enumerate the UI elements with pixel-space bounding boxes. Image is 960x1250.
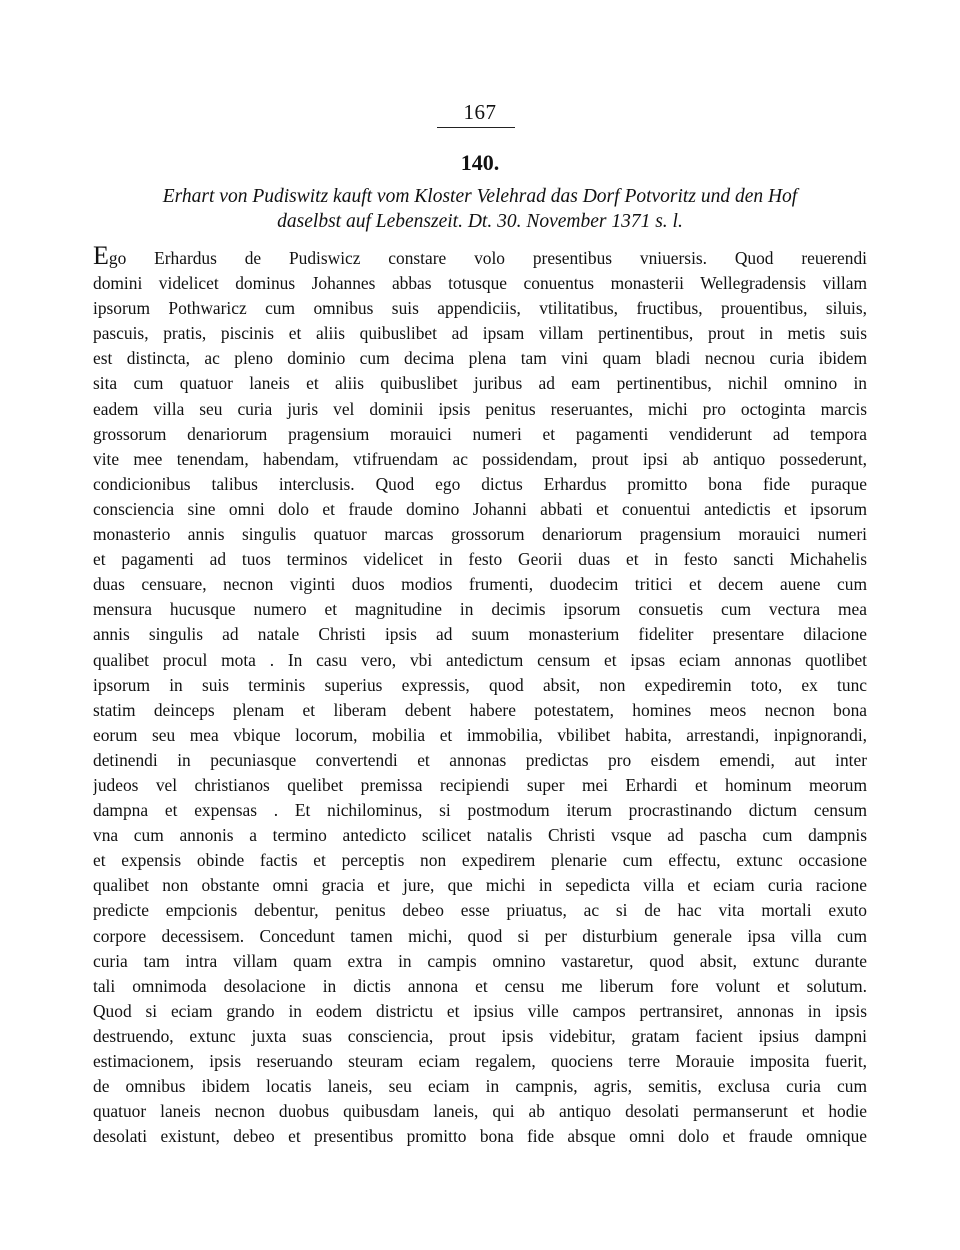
first-line-text: go Erhardus de Pudiswicz constare volo presentibus vniuersis. Quod reuerendi: [108, 248, 867, 268]
body-line: ipsorum Pothwaricz cum omnibus suis appendiciis, vtilitatibus, fructibus, prouentibus, siluis,: [93, 298, 867, 319]
body-line: desolati existunt, debeo et presentibus promitto bona fide absque omni dolo et fraude omnique: [93, 1126, 867, 1147]
title-line: Erhart von Pudiswitz kauft vom Kloster Velehrad das Dorf Potvoritz und den Hof: [162, 186, 798, 207]
body-line: quatuor laneis necnon duobus quibusdam laneis, qui ab antiquo desolati permanserunt et hodie: [93, 1101, 867, 1122]
body-line: qualibet non obstante omni gracia et jure, que michi in sepedicta villa et eciam curia racione: [93, 875, 867, 896]
body-line: est distincta, ac pleno dominio cum decima plena tam vini quam bladi necnou curia ibidem: [93, 348, 867, 369]
body-line: statim deinceps plenam et liberam debent habere potestatem, homines meos necnon bona: [93, 699, 867, 720]
body-line: et expensis obinde factis et perceptis non expedirem plenarie cum effectu, extunc occasione: [93, 850, 867, 871]
page-number-rule: [437, 127, 515, 128]
title-line: daselbst auf Lebenszeit. Dt. 30. November 1371 s. l.: [277, 211, 683, 232]
body-line: pascuis, pratis, piscinis et aliis quibuslibet ad ipsam villam pertinentibus, prout in metis suis: [93, 323, 867, 344]
body-line: vna cum annonis a termino antedicto scilicet natalis Christi vsque ad pascha cum dampnis: [93, 825, 867, 846]
body-line: predicte empcionis debentur, penitus debeo esse priuatus, ac si de hac vita mortali exuto: [93, 900, 867, 921]
body-line: vite mee tenendam, habendam, vtifruendam ac possidendam, prout ipsi ab antiquo possederunt,: [93, 448, 867, 469]
initial-letter: E: [93, 246, 109, 270]
body-line: ipsorum in suis terminis superius expressis, quod absit, non expediremin toto, ex tunc: [93, 674, 867, 695]
body-line: consciencia sine omni dolo et fraude domino Johanni abbati et conuentui antedictis et ipsorum: [93, 498, 867, 519]
body-line: mensura hucusque numero et magnitudine in decimis ipsorum consuetis cum vectura mea: [93, 599, 867, 620]
body-line: detinendi in pecuniasque convertendi et annonas predictas pro eisdem emendi, aut inter: [93, 749, 867, 770]
body-line: destruendo, extunc juxta suas consciencia, prout ipsis videbitur, gratam facient ipsius dampni: [93, 1025, 867, 1046]
body-line: qualibet procul mota . In casu vero, vbi antedictum censum et ipsas eciam annonas quotlibet: [93, 649, 867, 670]
body-line: et pagamenti ad tuos terminos videlicet in festo Georii duas et in festo sancti Michahelis: [93, 549, 867, 570]
body-line: Quod si eciam grando in eodem districtu et ipsius ville campos pertransiret, annonas in ipsis: [93, 1000, 867, 1021]
body-line: grossorum denariorum pragensium morauici numeri et pagamenti vendiderunt ad tempora: [93, 423, 867, 444]
body-line: eorum seu mea vbique locorum, mobilia et immobilia, vbilibet habita, arrestandi, inpignorandi,: [93, 724, 867, 745]
body-line: curia tam intra villam quam extra in campis omnino vastaretur, quod absit, extunc durante: [93, 950, 867, 971]
body-line: dampna et expensas . Et nichilominus, si postmodum iterum procrastinando dictum censum: [93, 800, 867, 821]
body-line: tali omnimoda desolacione in dictis annona et censu me liberum fore volunt et solutum.: [93, 975, 867, 996]
body-line: duas censuare, necnon viginti duos modios frumenti, duodecim tritici et decem auene cum: [93, 574, 867, 595]
body-line: corpore decessisem. Concedunt tamen michi, quod si per disturbium generale ipsa villa cum: [93, 925, 867, 946]
body-line: estimacionem, ipsis reseruando steuram eciam regalem, quociens terre Morauie imposita fuerit,: [93, 1051, 867, 1071]
document-title: [108, 184, 852, 234]
body-line: monasterio annis singulis quatuor marcas grossorum denariorum pragensium morauici numeri: [93, 524, 867, 545]
body-line: annis singulis ad natale Christi ipsis ad suum monasterium fideliter presentare dilacione: [93, 624, 867, 645]
body-line: eadem villa seu curia juris vel dominii ipsis penitus reseruantes, michi pro octoginta marcis: [93, 398, 867, 419]
body-line: de omnibus ibidem locatis laneis, seu eciam in campnis, agris, semitis, exclusa curia cum: [93, 1076, 867, 1097]
document-body: [93, 246, 867, 1149]
body-line: judeos vel christianos quelibet premissa recipiendi super mei Erhardi et hominum meorum: [93, 774, 867, 795]
page-number: 167: [463, 100, 497, 124]
body-line: sita cum quatuor laneis et aliis quibuslibet juribus ad eam pertinentibus, nichil omnino in: [93, 373, 867, 394]
body-line: [93, 246, 867, 271]
body-line: condicionibus talibus interclusis. Quod ego dictus Erhardus promitto bona fide puraque: [93, 473, 867, 494]
document-number: 140.: [460, 150, 500, 175]
body-line: domini videlicet dominus Johannes abbas totusque conuentus monasterii Wellegradensis villam: [93, 273, 867, 294]
